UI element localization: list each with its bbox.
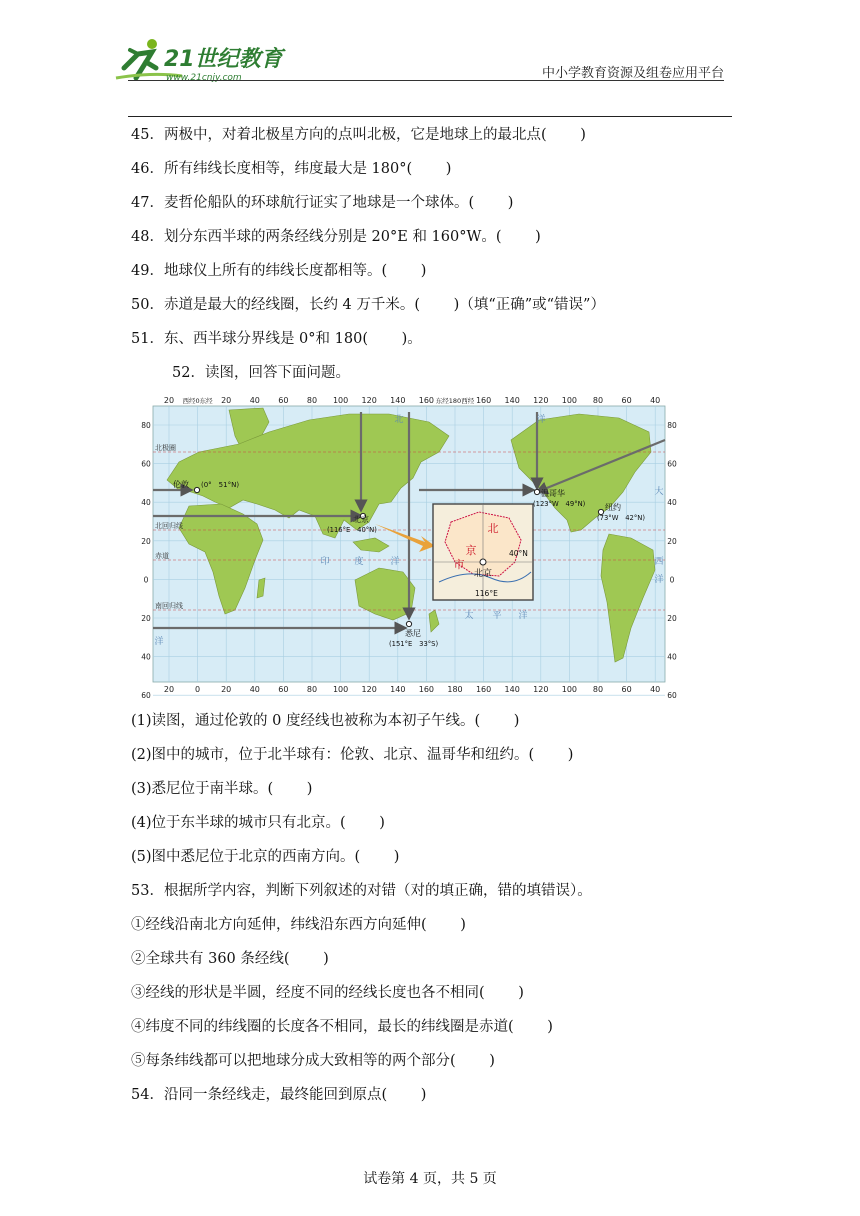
inset-char-bei: 北 [487,522,499,535]
label-beijing-coord: (116°E 40°N) [327,526,377,534]
question-53-2: ②全球共有 360 条经线( ) [131,951,329,967]
ocean-atlantic-2: 西 [654,557,664,567]
question-49: 49．地球仪上所有的纬线长度都相等。( ) [131,263,427,279]
label-vancouver-coord: (123°W 49°N) [533,500,586,508]
top-tick-label: 20 [221,396,232,405]
platform-name: 中小学教育资源及组卷应用平台 [541,66,724,81]
inset-city: 北京 [473,569,493,579]
top-tick-label: 60 [278,396,289,405]
bottom-tick-label: 40 [249,685,260,694]
question-54: 54．沿同一条经线走，最终能回到原点( ) [131,1087,427,1103]
label-beijing: 北京 [353,515,369,524]
top-tick-label: 80 [306,396,318,405]
question-52-1: (1)读图，通过伦敦的 0 度经线也被称为本初子午线。( ) [131,713,520,729]
question-53-3: ③经线的形状是半圆，经度不同的经线长度也各不相同( ) [131,985,524,1001]
left-tick-label: 60 [141,459,151,469]
top-tick-label: 80 [592,396,604,405]
right-tick-label: 40 [667,498,677,508]
left-tick-label: 0 [143,575,149,585]
sydney-dot [406,621,411,626]
top-tick-label: 40 [249,396,260,405]
label-tropic-cancer: 北回归线 [155,522,183,530]
bottom-tick-label: 80 [306,685,318,694]
left-tick-label: 20 [141,614,151,623]
london-dot [194,487,199,492]
bottom-tick-label: 120 [533,685,549,694]
logo-21cnjy [112,38,292,86]
label-newyork: 纽约 [605,503,621,512]
top-tick-label: 120 [361,396,377,405]
inset-char-jing: 京 [465,544,477,557]
right-tick-label: 80 [667,421,677,430]
question-52-3: (3)悉尼位于南半球。( ) [131,781,313,797]
question-52-title: 52．读图，回答下面问题。 [172,365,350,381]
top-tick-label: 120 [533,396,549,405]
question-53-4: ④纬度不同的纬线圈的长度各不相同，最长的纬线圈是赤道( ) [131,1019,553,1035]
question-45: 45．两极中，对着北极星方向的点叫北极，它是地球上的最北点( ) [131,127,586,143]
ocean-pacific-3: 洋 [518,611,528,621]
top-tick-label: 140 [390,396,406,405]
label-sydney-coord: (151°E 33°S) [389,640,439,648]
bottom-tick-label: 60 [278,685,289,694]
question-47: 47．麦哲伦船队的环球航行证实了地球是一个球体。( ) [131,195,514,211]
top-tick-label: 西经0东经 [182,397,213,405]
bottom-tick-label: 60 [621,685,632,694]
question-52-2: (2)图中的城市，位于北半球有：伦敦、北京、温哥华和纽约。( ) [131,747,574,763]
ocean-atlantic-4: 洋 [154,637,164,647]
bottom-tick-label: 180 [447,685,463,694]
logo-url: www.21cnjy.com [166,73,242,83]
vancouver-dot [534,489,539,494]
bottom-tick-label: 140 [504,685,520,694]
left-tick-label: 60 [141,691,151,701]
top-tick-label: 40 [650,396,661,405]
right-tick-label: 0 [669,575,675,585]
label-london-coord: (0° 51°N) [201,481,240,489]
right-tick-label: 20 [667,614,677,623]
top-tick-label: 60 [621,396,632,405]
bottom-tick-label: 20 [221,685,232,694]
bottom-tick-label: 140 [390,685,406,694]
question-53-title: 53．根据所学内容，判断下列叙述的对错（对的填正确，错的填错误）。 [131,883,592,899]
bottom-tick-label: 80 [592,685,604,694]
question-52-5: (5)图中悉尼位于北京的西南方向。( ) [131,849,400,865]
ocean-pacific-2: 平 [492,611,502,621]
bottom-tick-label: 100 [332,685,349,694]
ocean-indian-2: 度 [354,557,364,567]
ocean-atlantic-1: 大 [654,487,664,497]
left-tick-label: 80 [141,421,151,430]
left-tick-label: 40 [141,498,151,508]
question-51: 51．东、西半球分界线是 0°和 180( )。 [131,331,422,347]
ocean-arctic-1: 北 [394,415,404,425]
label-london: 伦敦 [173,480,189,489]
top-tick-label: 100 [332,396,349,405]
bottom-tick-label: 160 [475,685,492,694]
left-tick-label: 40 [141,652,151,662]
bottom-tick-label: 120 [361,685,377,694]
inset-char-shi: 市 [453,558,465,571]
question-53-5: ⑤每条纬线都可以把地球分成大致相等的两个部分( ) [131,1053,495,1069]
label-vancouver: 温哥华 [541,489,565,498]
bottom-tick-label: 20 [163,685,175,694]
ocean-atlantic-3: 洋 [654,575,664,585]
top-tick-label: 140 [504,396,520,405]
page-footer: 试卷第 4 页，共 5 页 [363,1171,497,1187]
content-divider [128,116,732,117]
right-tick-label: 40 [667,652,677,662]
question-48: 48．划分东西半球的两条经线分别是 20°E 和 160°W。( ) [131,229,541,245]
right-tick-label: 60 [667,459,677,469]
question-52-4: (4)位于东半球的城市只有北京。( ) [131,815,385,831]
question-46: 46．所有纬线长度相等，纬度最大是 180°( ) [131,161,452,177]
label-sydney: 悉尼 [405,629,421,638]
label-equator: 赤道 [155,552,169,560]
top-tick-label: 100 [561,396,578,405]
ocean-indian-1: 印 [320,557,330,567]
top-tick-label: 160 [475,396,492,405]
bottom-tick-label: 100 [561,685,578,694]
question-50: 50．赤道是最大的经线圈，长约 4 万千米。( )（填“正确”或“错误”） [131,297,605,313]
top-tick-label: 20 [163,396,175,405]
top-tick-label: 东经180西经 [435,397,475,405]
ocean-arctic-2: 洋 [536,415,546,425]
world-map-figure [139,392,679,701]
bottom-tick-label: 160 [418,685,435,694]
ocean-pacific-1: 太 [464,611,474,621]
ocean-indian-3: 洋 [390,557,400,567]
inset-lon: 116°E [475,589,498,598]
label-tropic-capricorn: 南回归线 [155,602,183,610]
label-newyork-coord: (73°W 42°N) [597,514,645,522]
logo-text: 21世纪教育 [164,47,283,72]
bottom-tick-label: 0 [195,685,201,694]
top-tick-label: 160 [418,396,435,405]
right-tick-label: 60 [667,691,677,701]
right-tick-label: 20 [667,536,677,546]
question-53-1: ①经线沿南北方向延伸，纬线沿东西方向延伸( ) [131,917,466,933]
label-arctic-circle: 北极圈 [155,444,176,452]
bottom-tick-label: 40 [650,685,661,694]
header-divider [128,80,724,81]
inset-lat: 40°N [509,549,528,558]
left-tick-label: 20 [141,536,151,546]
